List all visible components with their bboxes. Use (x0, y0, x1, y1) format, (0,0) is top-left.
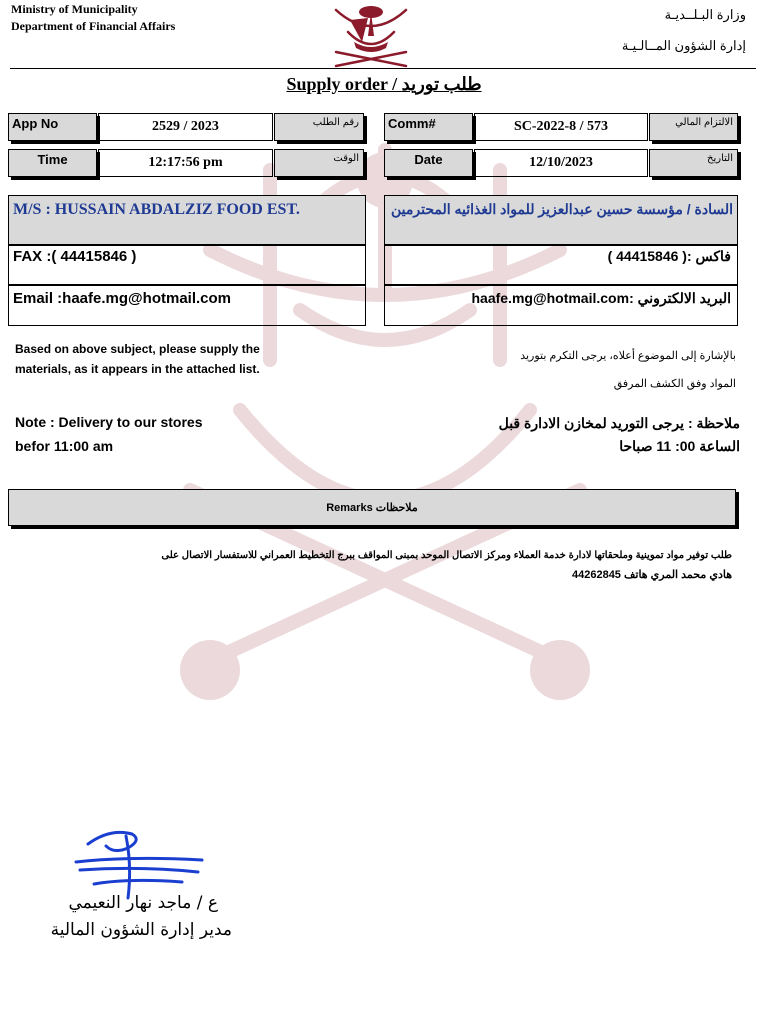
time-value: 12:17:56 pm (98, 149, 273, 177)
remarks-text-line-1: طلب توفير مواد تموينية وملحقاتها لادارة خدمة العملاء ومركز الاتصال الموحد بمبنى المواقف ببرج التخطيط العمراني للاستفسار الاتصال على (161, 550, 732, 561)
department-name-ar: إدارة الشؤون المــالـيـة (621, 38, 746, 53)
supplier-name-ar: السادة / مؤسسة حسين عبدالعزيز للمواد الغذائيه المحترمين (384, 195, 738, 245)
date-label-ar: التاريخ (649, 149, 738, 177)
department-name-en: Department of Financial Affairs (11, 19, 176, 33)
app-no-label: App No (8, 113, 97, 141)
request-paragraph-ar-1: بالإشارة إلى الموضوع أعلاه، يرجى التكرم بتوريد (520, 350, 736, 362)
comm-label: Comm# (384, 113, 473, 141)
signatory-name: ع / ماجد نهار النعيمي (68, 893, 218, 913)
time-label: Time (8, 149, 97, 177)
note-ar-line-2: الساعة 00: 11 صباحا (619, 438, 740, 454)
time-label-ar: الوقت (274, 149, 364, 177)
ministry-name-en: Ministry of Municipality (11, 2, 138, 16)
date-value: 12/10/2023 (474, 149, 648, 177)
comm-value: SC-2022-8 / 573 (474, 113, 648, 141)
page-title-text: Supply order / طلب توريد (286, 74, 482, 94)
remarks-text-line-2: هادي محمد المري هاتف 44262845 (571, 569, 732, 581)
note-en-line-1: Note : Delivery to our stores (15, 414, 203, 430)
supplier-fax-en: FAX :( 44415846 ) (8, 245, 366, 285)
supplier-fax-ar: فاكس :( 44415846 ) (384, 245, 738, 285)
request-paragraph-en: Based on above subject, please supply the materials, as it appears in the attached list. (15, 342, 260, 376)
date-label: Date (384, 149, 473, 177)
emblem-logo (328, 2, 414, 68)
header-divider (10, 68, 756, 69)
supplier-email-en: Email :haafe.mg@hotmail.com (8, 285, 366, 326)
app-no-value: 2529 / 2023 (98, 113, 273, 141)
signatory-position: مدير إدارة الشؤون المالية (50, 920, 232, 940)
remarks-header: Remarks ملاحظات (8, 489, 736, 526)
supplier-email-ar: البريد الالكتروني :haafe.mg@hotmail.com (384, 285, 738, 326)
ministry-name-ar: وزارة البـلــديـة (664, 7, 746, 22)
note-ar-line-1: ملاحظة : يرجى التوريد لمخازن الادارة قبل (498, 415, 740, 431)
note-en-line-2: befor 11:00 am (15, 438, 114, 454)
app-no-label-ar: رقم الطلب (274, 113, 364, 141)
request-paragraph-ar-2: المواد وفق الكشف المرفق (613, 378, 736, 390)
supplier-name-en: M/S : HUSSAIN ABDALZIZ FOOD EST. (8, 195, 366, 245)
page-title (0, 74, 768, 95)
comm-label-ar: الالتزام المالي (649, 113, 738, 141)
